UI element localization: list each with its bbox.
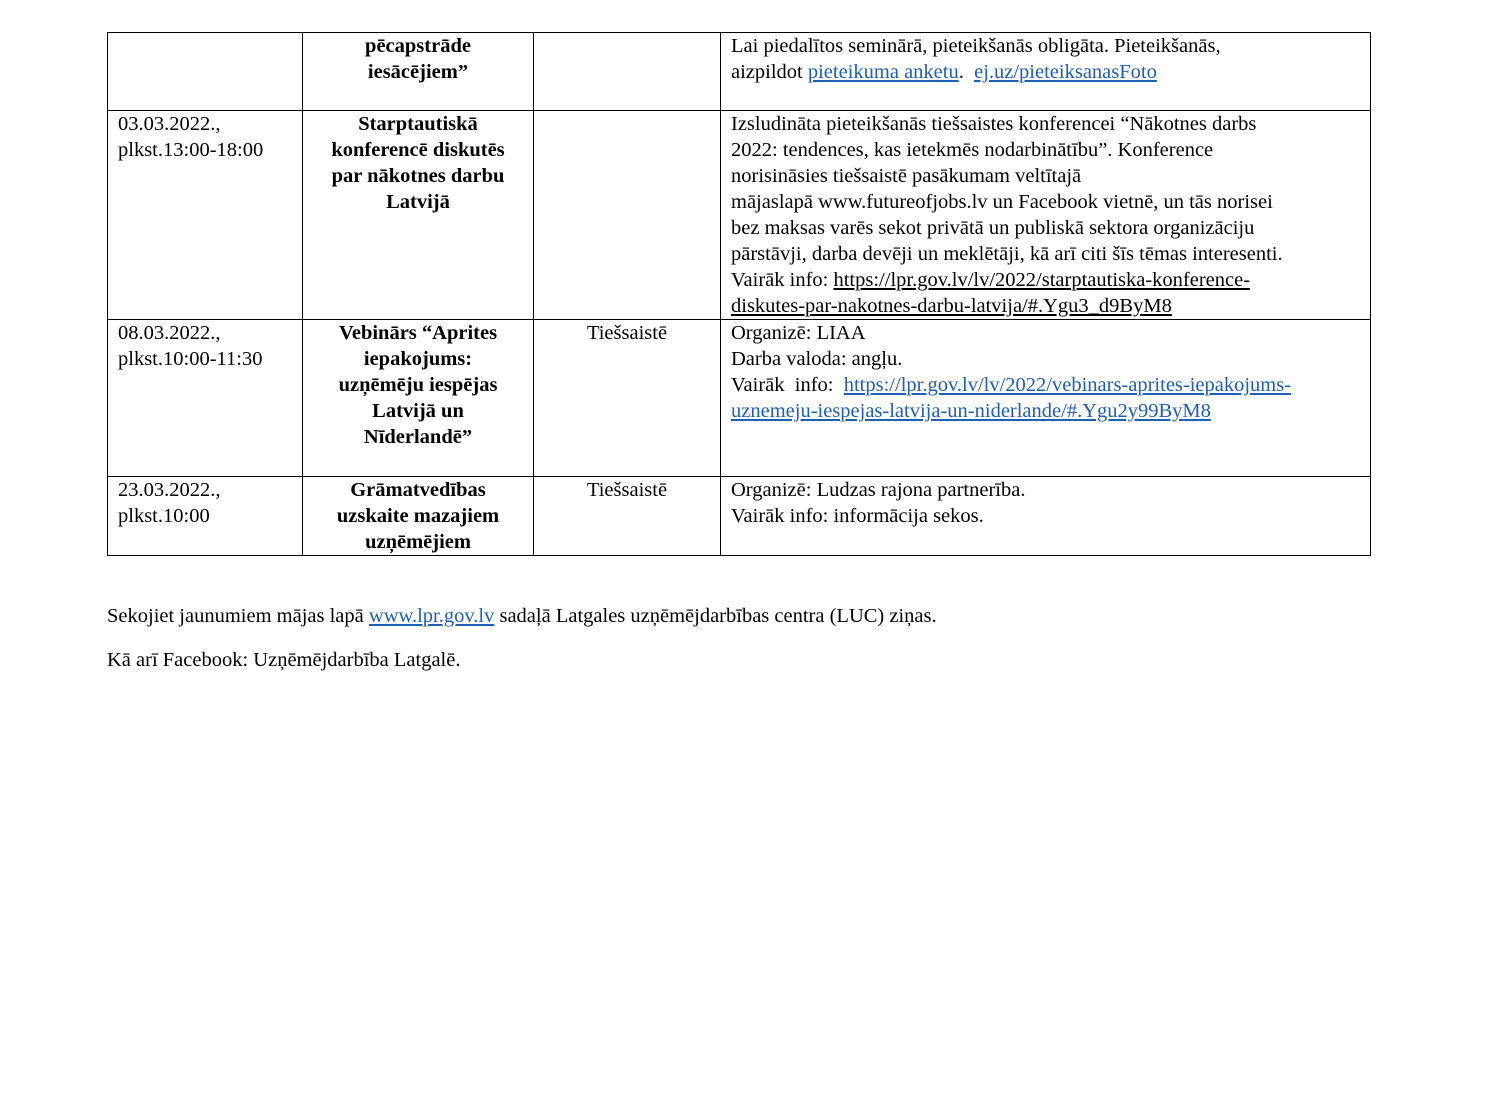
description-line (731, 293, 1360, 319)
event-place: Tiešsaistē (586, 479, 668, 501)
event-title-line: konferencē diskutēs (331, 139, 505, 161)
event-title-line: Vebinārs “Aprites (338, 322, 498, 344)
event-title-line: Latvijā (386, 191, 450, 213)
event-time: plkst.13:00-18:00 (118, 139, 264, 161)
event-title-line: iesācējiem” (367, 61, 469, 83)
webinar-link[interactable]: https://lpr.gov.lv/lv/2022/vebinars-aprites-iepakojums- (843, 374, 1292, 396)
event-title-line: par nākotnes darbu (331, 165, 505, 187)
event-description-cell (721, 320, 1371, 477)
event-title-line: Latvijā un (372, 400, 464, 422)
description-line (731, 372, 1360, 398)
event-date: 08.03.2022., (118, 322, 221, 344)
table-row (108, 33, 1371, 111)
events-table (107, 32, 1371, 556)
footer-text: sadaļā Latgales uzņēmējdarbības centra (LUC) ziņas. (494, 605, 937, 627)
description-line (731, 398, 1360, 424)
conference-link[interactable]: https://lpr.gov.lv/lv/2022/starptautiska-konference- (833, 269, 1251, 291)
event-title-line: uzskaite mazajiem (336, 505, 500, 527)
table-row (108, 477, 1371, 556)
description-line: bez maksas varēs sekot privātā un publiskā sektora organizāciju (731, 217, 1255, 239)
website-link[interactable]: www.lpr.gov.lv (368, 605, 495, 627)
language-line: Darba valoda: angļu. (731, 348, 903, 370)
event-date-cell (108, 33, 303, 111)
event-title-line: iepakojums: (363, 348, 473, 370)
event-place-cell (534, 320, 721, 477)
application-short-link[interactable]: ej.uz/pieteiksanasFoto (974, 61, 1157, 83)
event-title-line: uzņēmējiem (365, 531, 471, 553)
description-line: Lai piedalītos seminārā, pieteikšanās obligāta. Pieteikšanās, (731, 35, 1221, 57)
application-form-link[interactable]: pieteikuma anketu (807, 61, 959, 83)
event-place-cell (534, 33, 721, 111)
event-description-cell (721, 477, 1371, 556)
event-place-cell (534, 111, 721, 320)
organizer-line: Organizē: LIAA (731, 322, 866, 344)
conference-link-continued[interactable]: diskutes-par-nakotnes-darbu-latvija/#.Ygu3_d9ByM8 (731, 295, 1172, 317)
event-date: 23.03.2022., (118, 479, 221, 501)
event-date: 03.03.2022., (118, 113, 221, 135)
event-date-cell (108, 320, 303, 477)
event-description-cell (721, 111, 1371, 320)
event-time: plkst.10:00 (118, 505, 210, 527)
event-date-cell (108, 477, 303, 556)
event-title-line: pēcapstrāde (365, 35, 471, 57)
table-row (108, 111, 1371, 320)
description-text: aizpildot (731, 61, 808, 83)
event-title-cell (303, 320, 534, 477)
table-row (108, 320, 1371, 477)
event-title-line: Grāmatvedības (350, 479, 486, 501)
more-info-label: Vairāk info: (731, 374, 844, 396)
description-line: pārstāvji, darba devēji un meklētāji, kā arī citi šīs tēmas interesenti. (731, 243, 1283, 265)
description-line: norisināsies tiešsaistē pasākumam veltītajā (731, 165, 1082, 187)
description-line: mājaslapā www.futureofjobs.lv un Facebook vietnē, un tās norisei (731, 191, 1273, 213)
description-line: 2022: tendences, kas ietekmēs nodarbinātību”. Konference (731, 139, 1214, 161)
event-title-line: Nīderlandē” (363, 426, 473, 448)
event-title-cell (303, 477, 534, 556)
description-line (731, 59, 1360, 85)
event-date-cell (108, 111, 303, 320)
description-line (731, 267, 1360, 293)
description-line: Izsludināta pieteikšanās tiešsaistes konferencei “Nākotnes darbs (731, 113, 1257, 135)
event-title-cell (303, 33, 534, 111)
event-title-line: uzņēmēju iespējas (338, 374, 498, 396)
footer-paragraph (107, 603, 937, 629)
webinar-link-continued[interactable]: uznemeju-iespejas-latvija-un-niderlande/#.Ygu2y99ByM8 (731, 400, 1211, 422)
event-description-cell (721, 33, 1371, 111)
more-info-label: Vairāk info: (731, 269, 834, 291)
event-title-cell (303, 111, 534, 320)
footer-paragraph: Kā arī Facebook: Uzņēmējdarbība Latgalē. (107, 649, 461, 671)
event-place: Tiešsaistē (586, 322, 668, 344)
organizer-line: Organizē: Ludzas rajona partnerība. (731, 479, 1026, 501)
event-place-cell (534, 477, 721, 556)
description-separator: . (958, 61, 975, 83)
event-time: plkst.10:00-11:30 (118, 348, 263, 370)
event-title-line: Starptautiskā (358, 113, 478, 135)
more-info-line: Vairāk info: informācija sekos. (731, 505, 984, 527)
footer-text: Sekojiet jaunumiem mājas lapā (107, 605, 369, 627)
